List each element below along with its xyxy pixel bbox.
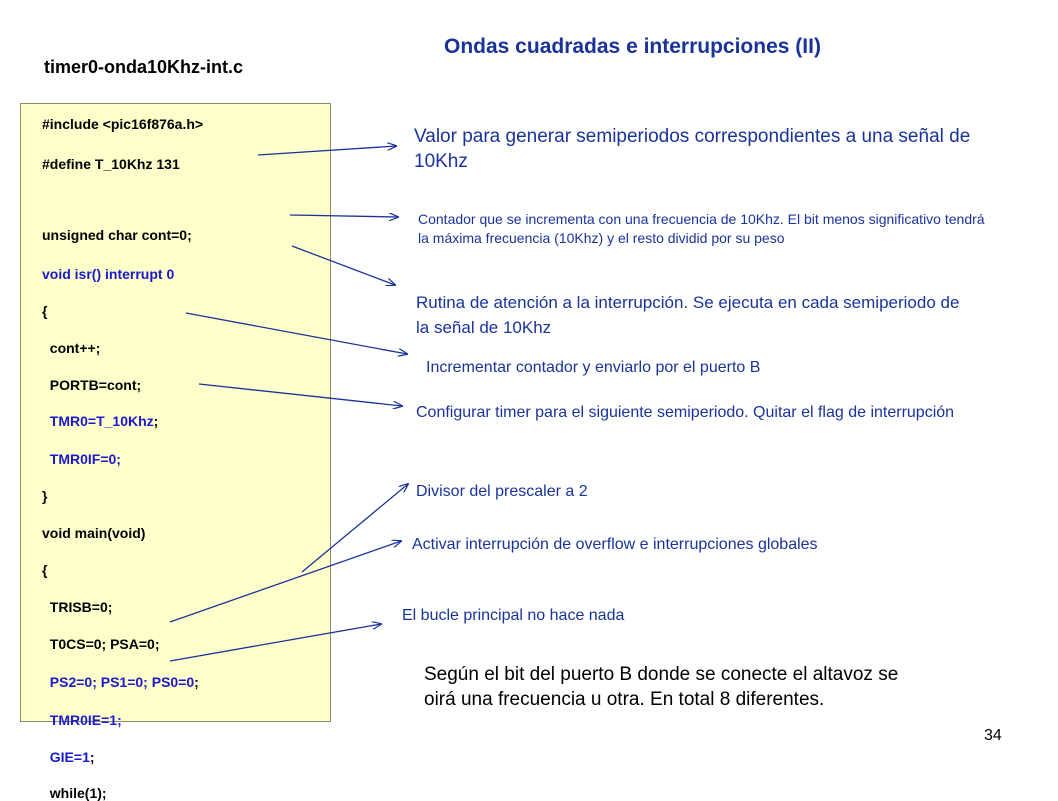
annotation-interrupts: Activar interrupción de overflow e interrupciones globales xyxy=(412,536,818,553)
code-line-isr-close: } xyxy=(42,488,48,504)
arrow-counter xyxy=(290,215,398,217)
arrow-timer-config xyxy=(199,384,402,406)
arrow-isr xyxy=(292,246,395,285)
code-tmr0-semicolon: ; xyxy=(153,413,159,429)
annotation-counter: Contador que se incrementa con una frecuencia de 10Khz. El bit menos significativo tendrá la máxima frecuencia (10Khz) y el resto dividid por su peso xyxy=(418,211,985,246)
file-name: timer0-onda10Khz-int.c xyxy=(44,57,244,77)
arrow-main-loop xyxy=(170,624,381,661)
annotation-timer-config: Configurar timer para el siguiente semiperiodo. Quitar el flag de interrupción xyxy=(416,404,955,421)
annotation-isr: Rutina de atención a la interrupción. Se ejecuta en cada semiperiodo de la señal de 10Khz xyxy=(416,293,960,337)
arrow-define xyxy=(258,146,396,155)
code-line-isr-open: { xyxy=(42,303,48,319)
code-line-define: #define T_10Khz 131 xyxy=(42,156,180,172)
annotation-define-value: Valor para generar semiperiodos correspondientes a una señal de 10Khz xyxy=(414,126,971,172)
code-line-cont-declaration: unsigned char cont=0; xyxy=(42,227,192,243)
arrow-increment xyxy=(186,313,407,354)
code-gie-semicolon: ; xyxy=(89,749,95,765)
code-line-portb: PORTB=cont; xyxy=(42,377,142,393)
code-line-trisb: TRISB=0; xyxy=(42,599,113,615)
code-line-main: void main(void) xyxy=(42,525,146,541)
annotation-prescaler: Divisor del prescaler a 2 xyxy=(416,483,588,500)
code-prescaler-semicolon: ; xyxy=(194,674,199,690)
page-number: 34 xyxy=(984,727,1002,744)
annotation-increment: Incrementar contador y enviarlo por el puerto B xyxy=(426,359,761,376)
code-line-tmr0if: TMR0IF=0; xyxy=(42,451,121,467)
arrow-interrupts xyxy=(170,541,401,622)
code-prescaler-assignment: PS2=0; PS1=0; PS0=0 xyxy=(42,674,195,690)
code-tmr0-assignment: TMR0=T_10Khz xyxy=(42,413,154,429)
code-line-increment: cont++; xyxy=(42,340,101,356)
annotation-main-loop: El bucle principal no hace nada xyxy=(402,607,625,624)
code-line-while: while(1); xyxy=(42,785,107,801)
code-line-t0cs: T0CS=0; PSA=0; xyxy=(42,636,160,652)
code-line-isr: void isr() interrupt 0 xyxy=(42,266,175,282)
code-line-include: #include <pic16f876a.h> xyxy=(42,116,204,132)
code-gie-assignment: GIE=1 xyxy=(42,749,90,765)
code-line-main-open: { xyxy=(42,562,48,578)
note-frequencies: Según el bit del puerto B donde se conecte el altavoz se oirá una frecuencia u otra. En total 8 diferentes. xyxy=(424,664,899,710)
slide-title: Ondas cuadradas e interrupciones (II) xyxy=(444,35,821,58)
code-line-tmr0ie: TMR0IE=1; xyxy=(42,712,122,728)
arrow-prescaler xyxy=(302,484,408,572)
